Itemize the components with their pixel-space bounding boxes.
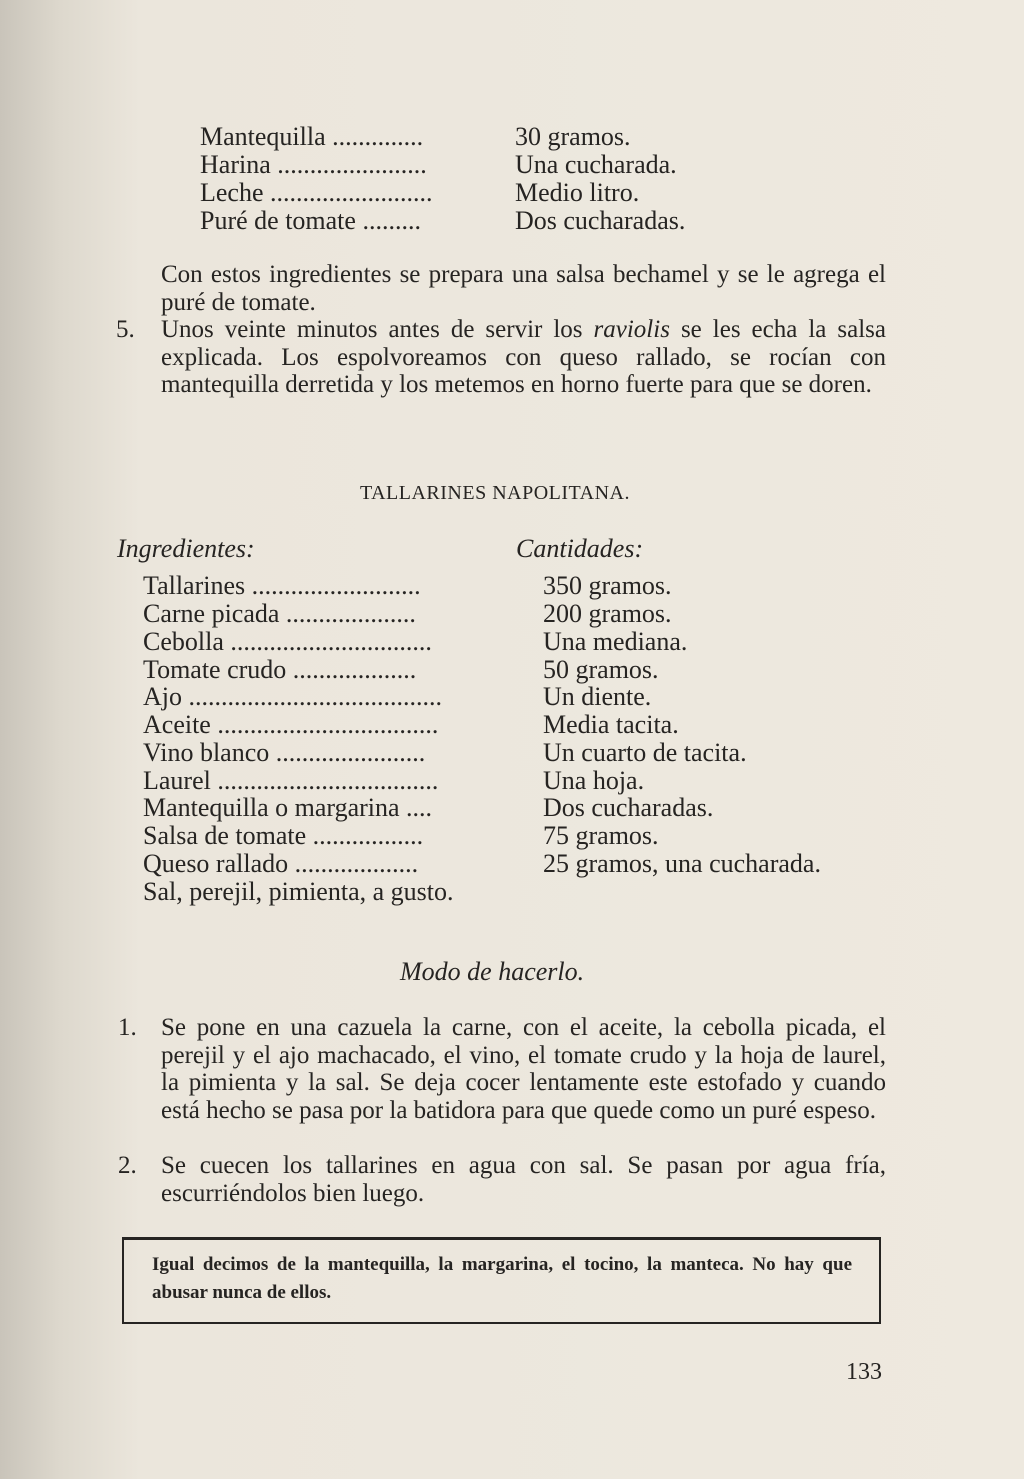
ingredient-quantity: 30 gramos. — [515, 122, 631, 151]
ingredient-name: Carne picada .................... — [143, 599, 416, 628]
ingredient-quantity: Una cucharada. — [515, 150, 677, 179]
ingredient-quantity: Medio litro. — [515, 178, 640, 207]
ingredient-quantity: 350 gramos. — [543, 571, 672, 600]
ingredient-quantity: 50 gramos. — [543, 655, 659, 684]
ingredient-quantity: Un cuarto de tacita. — [543, 738, 747, 767]
step-text-part: se les echa la salsa explicada. Los espolvoreamos con queso rallado, se rocían con mantequilla derretida y los metemos en horno fuerte para que se doren. — [161, 316, 886, 398]
step-number: 1. — [118, 1014, 137, 1041]
ingredient-name: Mantequilla .............. — [200, 122, 424, 151]
step-text-italic: raviolis — [593, 316, 670, 343]
ingredient-name: Queso rallado ................... — [143, 849, 419, 878]
ingredient-name: Mantequilla o margarina .... — [143, 793, 433, 822]
ingredient-name: Leche ......................... — [200, 178, 433, 207]
ingredient-name: Salsa de tomate ................. — [143, 821, 424, 850]
ingredient-quantity: Una hoja. — [543, 766, 645, 795]
ingredient-name: Puré de tomate ......... — [200, 206, 421, 235]
ingredient-quantity: Dos cucharadas. — [515, 206, 686, 235]
ingredient-name: Cebolla ............................... — [143, 627, 432, 656]
ingredient-name: Ajo ....................................... — [143, 682, 442, 711]
ingredient-name: Harina ....................... — [200, 150, 427, 179]
step-text-part: Unos veinte minutos antes de servir los — [161, 316, 594, 343]
ingredients-header: Ingredientes: — [117, 534, 255, 563]
ingredient-quantity: 25 gramos, una cucharada. — [543, 849, 821, 878]
quantities-header: Cantidades: — [516, 534, 644, 563]
step-number: 5. — [116, 316, 135, 343]
sauce-paragraph: Con estos ingredientes se prepara una salsa bechamel y se le agrega el puré de tomate. — [161, 261, 886, 316]
ingredient-name: Laurel .................................. — [143, 766, 439, 795]
ingredient-name: Tallarines .......................... — [143, 571, 421, 600]
ingredient-quantity: Un diente. — [543, 682, 652, 711]
step-number: 2. — [118, 1152, 137, 1179]
recipe-title: TALLARINES NAPOLITANA. — [360, 482, 630, 504]
ingredient-quantity: Dos cucharadas. — [543, 793, 714, 822]
seasoning-line: Sal, perejil, pimienta, a gusto. — [143, 877, 454, 906]
note-box — [122, 1237, 881, 1324]
step-5-text — [161, 316, 886, 399]
method-title: Modo de hacerlo. — [400, 957, 585, 986]
ingredient-name: Tomate crudo ................... — [143, 655, 417, 684]
ingredient-name: Aceite .................................. — [143, 710, 439, 739]
page-number: 133 — [846, 1359, 882, 1385]
ingredient-quantity: 75 gramos. — [543, 821, 659, 850]
ingredient-quantity: Media tacita. — [543, 710, 679, 739]
step-1-text: Se pone en una cazuela la carne, con el aceite, la cebolla picada, el perejil y el ajo machacado, el vino, el tomate crudo y la hoja de laurel, la pimienta y la sal. Se deja cocer lentamente este estofado y cuando está hecho se pasa por la batidora para que quede como un puré espeso. — [161, 1014, 886, 1124]
ingredient-quantity: 200 gramos. — [543, 599, 672, 628]
step-2-text: Se cuecen los tallarines en agua con sal. Se pasan por agua fría, escurriéndolos bien luego. — [161, 1152, 886, 1207]
ingredient-name: Vino blanco ....................... — [143, 738, 426, 767]
note-text: Igual decimos de la mantequilla, la margarina, el tocino, la manteca. No hay que abusar nunca de ellos. — [152, 1254, 852, 1303]
ingredient-quantity: Una mediana. — [543, 627, 688, 656]
